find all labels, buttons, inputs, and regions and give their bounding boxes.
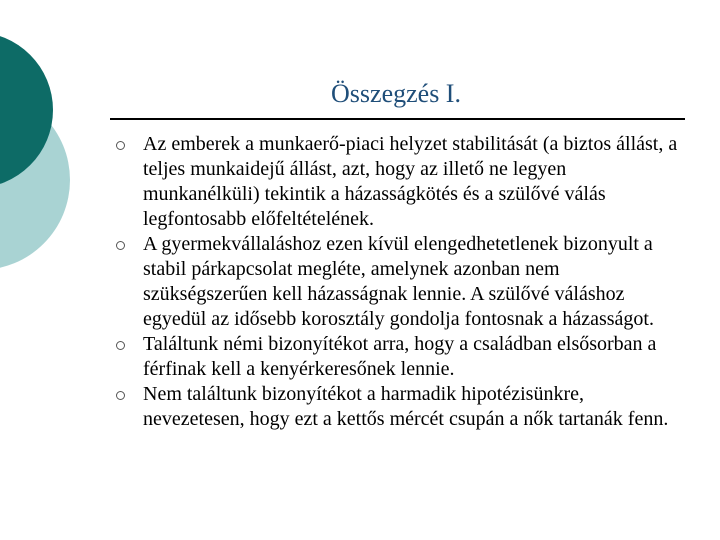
title-divider <box>110 118 685 120</box>
bullet-text: Találtunk némi bizonyítékot arra, hogy a családban elsősorban a férfinak kell a kenyérkeresőnek lennie. <box>143 333 657 380</box>
circle-bullet-icon <box>116 141 125 150</box>
circle-bullet-icon <box>116 241 125 250</box>
bullet-text: A gyermekvállaláshoz ezen kívül elengedhetetlenek bizonyult a stabil párkapcsolat megléte, amelynek azonban nem szükségszerűen kell házasságnak lennie. A szülővé váláshoz egyedül az idősebb korosztály gondolja fontosnak a házasságot. <box>143 233 654 330</box>
bullet-item <box>110 332 680 382</box>
slide-title: Összegzés I. <box>331 79 461 108</box>
circle-bullet-icon <box>116 391 125 400</box>
bullet-item <box>110 232 680 332</box>
bullet-text: Az emberek a munkaerő-piaci helyzet stabilitását (a biztos állást, a teljes munkaidejű állást, azt, hogy az illető ne legyen munkanélküli) tekintik a házasságkötés és a szülővé válás legfontosabb előfeltételének. <box>143 133 678 230</box>
decorative-circles <box>0 0 120 300</box>
bullet-item <box>110 132 680 232</box>
bullet-list <box>110 132 680 432</box>
bullet-item <box>110 382 680 432</box>
circle-bullet-icon <box>116 341 125 350</box>
bullet-text: Nem találtunk bizonyítékot a harmadik hipotézisünkre, nevezetesen, hogy ezt a kettős mércét csupán a nők tartanák fenn. <box>143 383 669 430</box>
